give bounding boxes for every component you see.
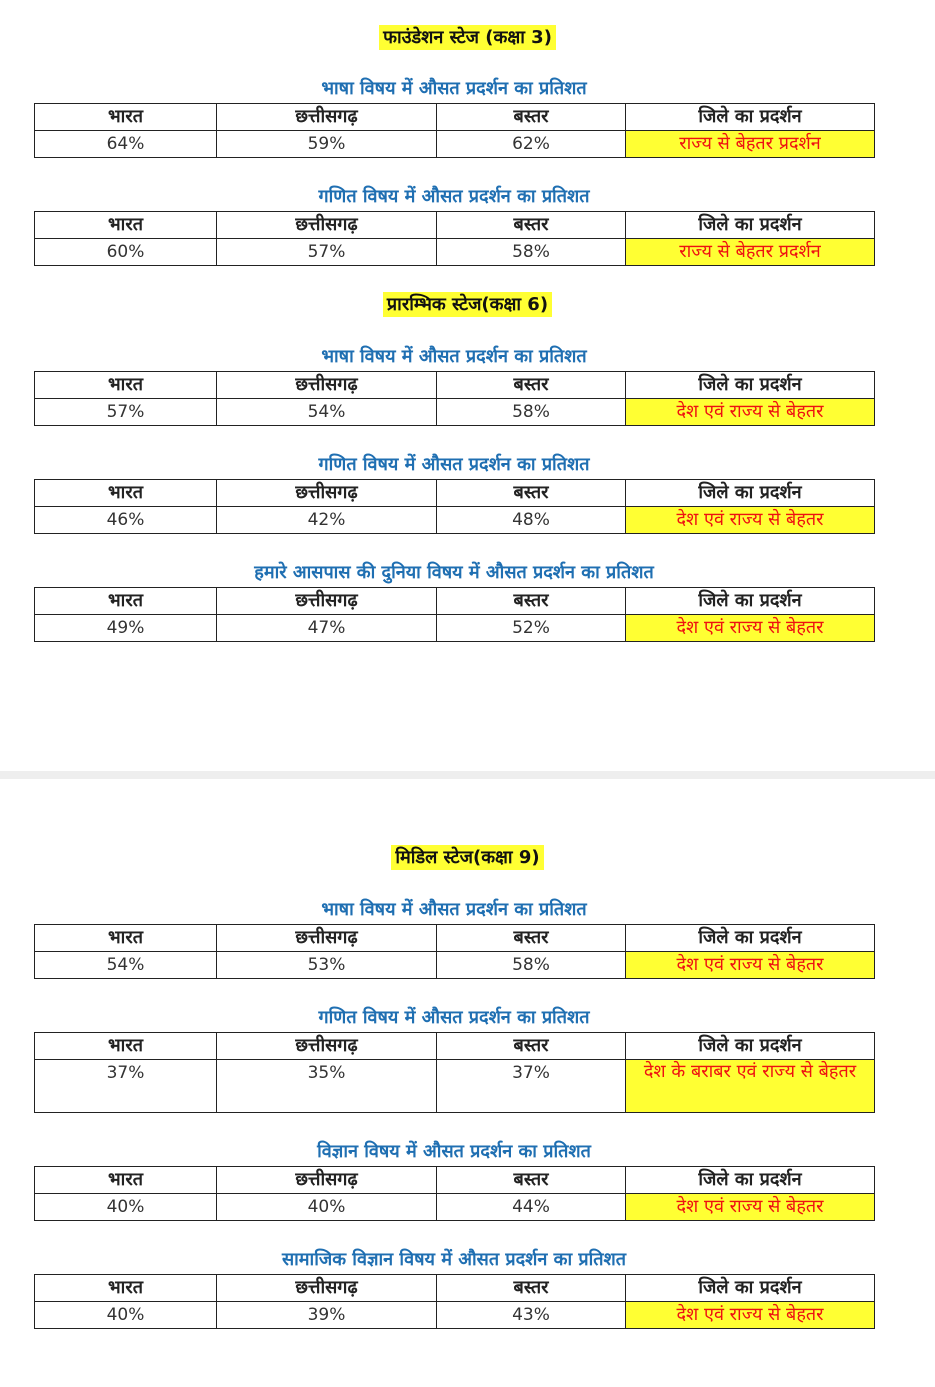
header-district: बस्तर — [437, 925, 626, 952]
header-performance: जिले का प्रदर्शन — [626, 925, 875, 952]
table-row — [35, 399, 875, 426]
state-value: 54% — [217, 399, 437, 426]
table-header-row — [35, 1167, 875, 1194]
header-district: बस्तर — [437, 1033, 626, 1060]
performance-value: देश एवं राज्य से बेहतर — [626, 507, 875, 534]
subject-block — [34, 186, 874, 266]
subject-heading: भाषा विषय में औसत प्रदर्शन का प्रतिशत — [321, 899, 587, 920]
results-table — [34, 371, 875, 426]
district-value: 62% — [437, 131, 626, 158]
subject-heading: भाषा विषय में औसत प्रदर्शन का प्रतिशत — [321, 78, 587, 99]
state-value: 59% — [217, 131, 437, 158]
header-performance: जिले का प्रदर्शन — [626, 1167, 875, 1194]
table-header-row — [35, 588, 875, 615]
results-table — [34, 1032, 875, 1113]
table-header-row — [35, 925, 875, 952]
header-district: बस्तर — [437, 1167, 626, 1194]
results-table — [34, 924, 875, 979]
header-performance: जिले का प्रदर्शन — [626, 1033, 875, 1060]
subject-block — [34, 1249, 874, 1329]
header-performance: जिले का प्रदर्शन — [626, 104, 875, 131]
district-value: 58% — [437, 399, 626, 426]
performance-value: राज्य से बेहतर प्रदर्शन — [626, 131, 875, 158]
header-state: छत्तीसगढ़ — [217, 212, 437, 239]
state-value: 40% — [217, 1194, 437, 1221]
table-header-row — [35, 480, 875, 507]
header-state: छत्तीसगढ़ — [217, 104, 437, 131]
performance-value: देश एवं राज्य से बेहतर — [626, 1194, 875, 1221]
page-divider — [0, 771, 935, 779]
header-district: बस्तर — [437, 480, 626, 507]
table-row — [35, 239, 875, 266]
header-district: बस्तर — [437, 1275, 626, 1302]
table-row — [35, 131, 875, 158]
india-value: 54% — [35, 952, 217, 979]
performance-value: राज्य से बेहतर प्रदर्शन — [626, 239, 875, 266]
table-header-row — [35, 1275, 875, 1302]
subject-heading: गणित विषय में औसत प्रदर्शन का प्रतिशत — [318, 1007, 590, 1028]
stage-title-text: फाउंडेशन स्टेज (कक्षा 3) — [379, 25, 556, 50]
results-table — [34, 211, 875, 266]
state-value: 47% — [217, 615, 437, 642]
subject-block — [34, 454, 874, 534]
india-value: 49% — [35, 615, 217, 642]
header-state: छत्तीसगढ़ — [217, 372, 437, 399]
header-district: बस्तर — [437, 372, 626, 399]
subject-block — [34, 78, 874, 158]
subject-heading: सामाजिक विज्ञान विषय में औसत प्रदर्शन का प्रतिशत — [281, 1249, 627, 1270]
state-value: 53% — [217, 952, 437, 979]
india-value: 64% — [35, 131, 217, 158]
header-india: भारत — [35, 1033, 217, 1060]
india-value: 37% — [35, 1060, 217, 1113]
header-india: भारत — [35, 588, 217, 615]
header-state: छत्तीसगढ़ — [217, 480, 437, 507]
india-value: 40% — [35, 1302, 217, 1329]
district-value: 44% — [437, 1194, 626, 1221]
state-value: 35% — [217, 1060, 437, 1113]
table-row — [35, 1194, 875, 1221]
table-header-row — [35, 1033, 875, 1060]
header-district: बस्तर — [437, 212, 626, 239]
header-state: छत्तीसगढ़ — [217, 1167, 437, 1194]
state-value: 39% — [217, 1302, 437, 1329]
header-india: भारत — [35, 1167, 217, 1194]
subject-heading: गणित विषय में औसत प्रदर्शन का प्रतिशत — [318, 186, 590, 207]
district-value: 52% — [437, 615, 626, 642]
stage-title-text: प्रारम्भिक स्टेज(कक्षा 6) — [383, 292, 552, 317]
district-value: 58% — [437, 952, 626, 979]
table-row — [35, 615, 875, 642]
subject-heading: हमारे आसपास की दुनिया विषय में औसत प्रदर्शन का प्रतिशत — [254, 562, 654, 583]
india-value: 57% — [35, 399, 217, 426]
subject-block — [34, 1007, 874, 1113]
header-performance: जिले का प्रदर्शन — [626, 480, 875, 507]
subject-block — [34, 346, 874, 426]
table-row — [35, 1060, 875, 1113]
subject-heading: भाषा विषय में औसत प्रदर्शन का प्रतिशत — [321, 346, 587, 367]
performance-value: देश एवं राज्य से बेहतर — [626, 615, 875, 642]
header-performance: जिले का प्रदर्शन — [626, 588, 875, 615]
header-district: बस्तर — [437, 588, 626, 615]
header-performance: जिले का प्रदर्शन — [626, 212, 875, 239]
stage-title-foundation — [0, 26, 935, 50]
performance-value: देश एवं राज्य से बेहतर — [626, 952, 875, 979]
stage-title-text: मिडिल स्टेज(कक्षा 9) — [391, 845, 543, 870]
results-table — [34, 1274, 875, 1329]
india-value: 46% — [35, 507, 217, 534]
results-table — [34, 103, 875, 158]
performance-value: देश एवं राज्य से बेहतर — [626, 399, 875, 426]
header-india: भारत — [35, 372, 217, 399]
subject-block — [34, 899, 874, 979]
results-table — [34, 479, 875, 534]
subject-block — [34, 562, 874, 642]
state-value: 42% — [217, 507, 437, 534]
stage-title-primary — [0, 293, 935, 317]
subject-heading: गणित विषय में औसत प्रदर्शन का प्रतिशत — [318, 454, 590, 475]
header-india: भारत — [35, 480, 217, 507]
header-state: छत्तीसगढ़ — [217, 1275, 437, 1302]
results-table — [34, 1166, 875, 1221]
header-district: बस्तर — [437, 104, 626, 131]
header-india: भारत — [35, 104, 217, 131]
results-table — [34, 587, 875, 642]
header-india: भारत — [35, 212, 217, 239]
header-india: भारत — [35, 925, 217, 952]
state-value: 57% — [217, 239, 437, 266]
subject-block — [34, 1141, 874, 1221]
india-value: 60% — [35, 239, 217, 266]
header-india: भारत — [35, 1275, 217, 1302]
table-header-row — [35, 212, 875, 239]
table-header-row — [35, 104, 875, 131]
subject-heading: विज्ञान विषय में औसत प्रदर्शन का प्रतिशत — [317, 1141, 591, 1162]
district-value: 37% — [437, 1060, 626, 1113]
performance-value: देश के बराबर एवं राज्य से बेहतर — [626, 1060, 875, 1113]
header-state: छत्तीसगढ़ — [217, 1033, 437, 1060]
india-value: 40% — [35, 1194, 217, 1221]
stage-title-middle — [0, 846, 935, 870]
district-value: 43% — [437, 1302, 626, 1329]
district-value: 48% — [437, 507, 626, 534]
header-performance: जिले का प्रदर्शन — [626, 372, 875, 399]
table-row — [35, 1302, 875, 1329]
header-performance: जिले का प्रदर्शन — [626, 1275, 875, 1302]
table-row — [35, 507, 875, 534]
table-row — [35, 952, 875, 979]
header-state: छत्तीसगढ़ — [217, 588, 437, 615]
table-header-row — [35, 372, 875, 399]
header-state: छत्तीसगढ़ — [217, 925, 437, 952]
district-value: 58% — [437, 239, 626, 266]
performance-value: देश एवं राज्य से बेहतर — [626, 1302, 875, 1329]
